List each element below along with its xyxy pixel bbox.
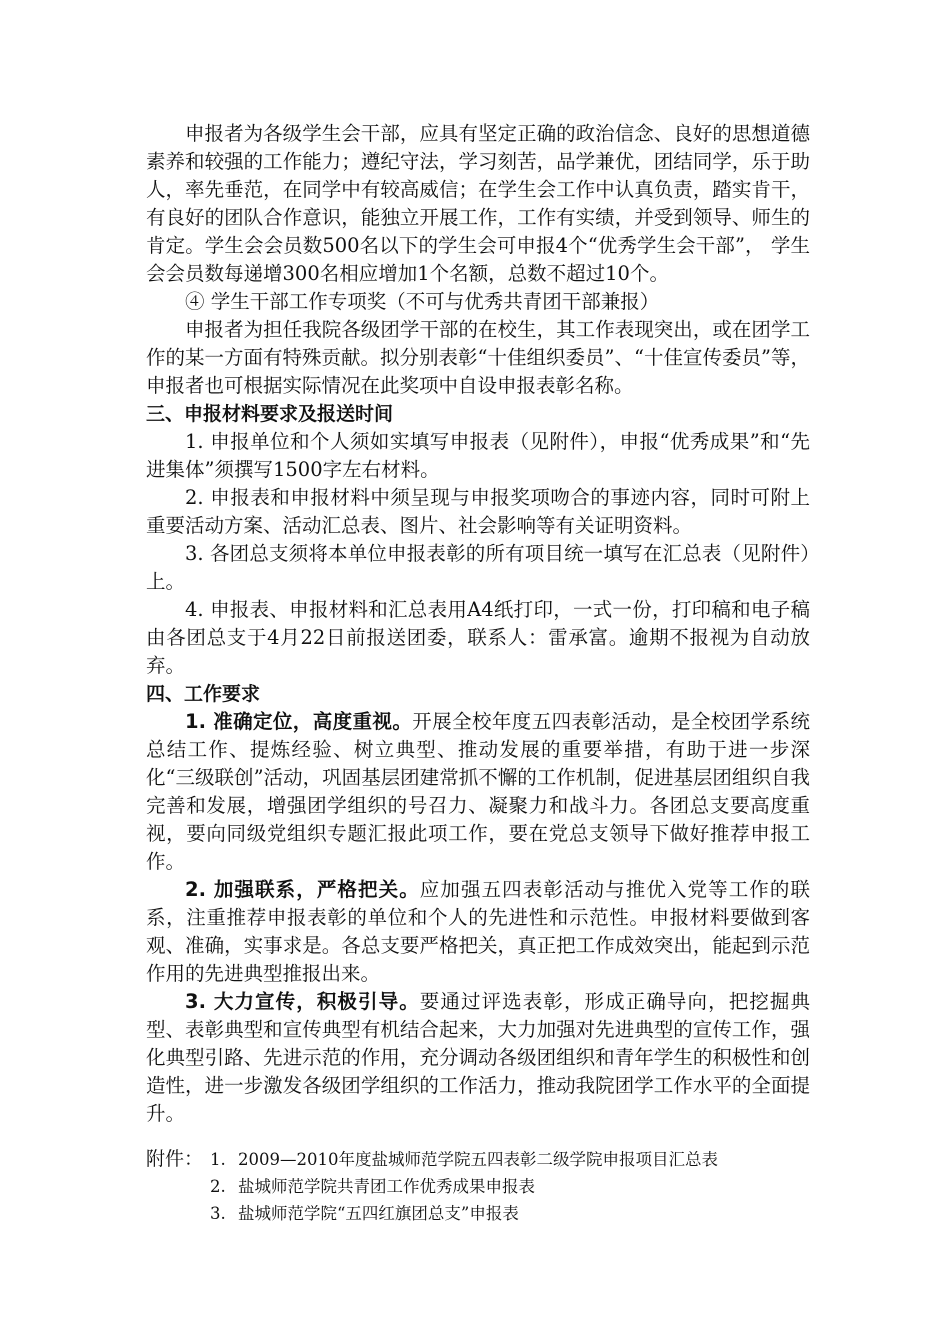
section-heading-3: 三、申报材料要求及报送时间 [146, 403, 394, 425]
work-3-lead: 3. 大力宣传，积极引导。 [185, 990, 420, 1013]
attachment-item: 附件： 1. 2009—2010年度盐城师范学院五四表彰二级学院申报项目汇总表 [146, 1146, 846, 1173]
paragraph-material-1: 1. 申报单位和个人须如实填写申报表（见附件），申报“优秀成果”和“先进集体”须撰写1500字左右材料。 [146, 430, 810, 481]
paragraph-work-2 [146, 876, 810, 988]
paragraph-award-title: ④ 学生干部工作专项奖（不可与优秀共青团干部兼报） [185, 290, 660, 313]
paragraph-student-union-cadre: 申报者为各级学生会干部，应具有坚定正确的政治信念、良好的思想道德素养和较强的工作能力；遵纪守法，学习刻苦，品学兼优，团结同学，乐于助人，率先垂范，在同学中有较高威信；在学生会工作中认真负责，踏实肯干，有良好的团队合作意识，能独立开展工作，工作有实绩，并受到领导、师生的肯定。学生会会员数500名以下的学生会可申报4个“优秀学生会干部”， 学生会会员数每递增300名相应增加1个名额，总数不超过10个。 [146, 122, 810, 285]
section-heading-4: 四、工作要求 [146, 683, 261, 705]
attachment-item: 3. 盐城师范学院“五四红旗团总支”申报表 [210, 1204, 519, 1223]
paragraph-material-4: 4. 申报表、申报材料和汇总表用A4纸打印，一式一份，打印稿和电子稿由各团总支于4月22日前报送团委，联系人：雷承富。逾期不报视为自动放弃。 [146, 598, 810, 677]
work-2-text: 应加强五四表彰活动与推优入党等工作的联系，注重推荐申报表彰的单位和个人的先进性和示范性。申报材料要做到客观、准确，实事求是。各总支要严格把关，真正把工作成效突出，能起到示范作用的先进典型推报出来。 [146, 878, 810, 985]
work-3-text: 要通过评选表彰，形成正确导向，把挖掘典型、表彰典型和宣传典型有机结合起来，大力加强对先进典型的宣传工作，强化典型引路、先进示范的作用，充分调动各级团组织和青年学生的积极性和创造性，进一步激发各级团学组织的工作活力，推动我院团学工作水平的全面提升。 [146, 990, 810, 1125]
paragraph-material-2: 2. 申报表和申报材料中须呈现与申报奖项吻合的事迹内容，同时可附上重要活动方案、活动汇总表、图片、社会影响等有关证明资料。 [146, 486, 810, 537]
paragraph-work-3 [146, 988, 810, 1128]
work-1-text: 开展全校年度五四表彰活动，是全校团学系统总结工作、提炼经验、树立典型、推动发展的重要举措，有助于进一步深化“三级联创”活动，巩固基层团建常抓不懈的工作机制，促进基层团组织自我完善和发展，增强团学组织的号召力、凝聚力和战斗力。各团总支要高度重视，要向同级党组织专题汇报此项工作，要在党总支领导下做好推荐申报工作。 [146, 710, 810, 873]
attachments-label: 附件： [146, 1148, 204, 1170]
document-body [146, 120, 810, 1128]
attachments-list [146, 1146, 846, 1227]
attachment-item: 2. 盐城师范学院共青团工作优秀成果申报表 [210, 1177, 535, 1196]
paragraph-material-3: 3. 各团总支须将本单位申报表彰的所有项目统一填写在汇总表（见附件）上。 [146, 542, 810, 593]
work-2-lead: 2. 加强联系，严格把关。 [185, 878, 420, 901]
paragraph-special-award: 申报者为担任我院各级团学干部的在校生，其工作表现突出，或在团学工作的某一方面有特殊贡献。拟分别表彰“十佳组织委员”、“十佳宣传委员”等，申报者也可根据实际情况在此奖项中自设申报表彰名称。 [146, 318, 810, 397]
work-1-lead: 1. 准确定位，高度重视。 [185, 710, 413, 733]
paragraph-work-1 [146, 708, 810, 876]
